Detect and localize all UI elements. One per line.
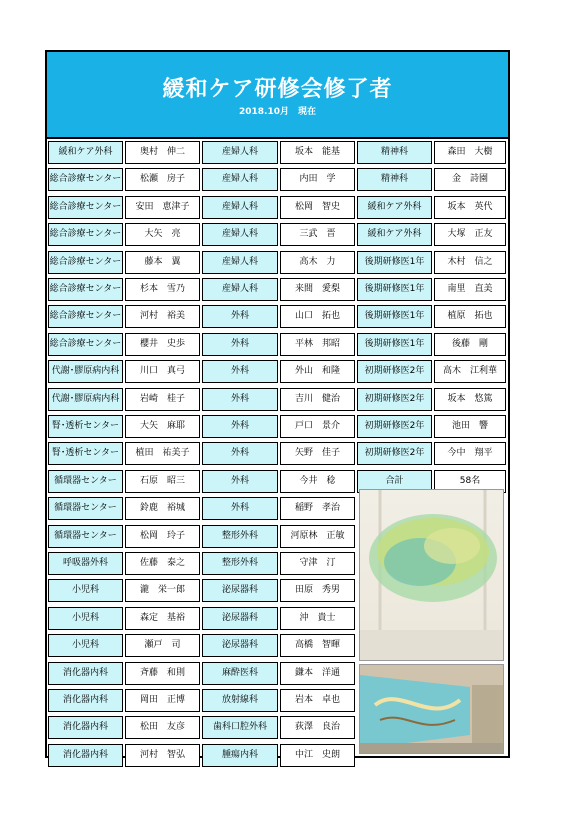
department-cell: 循環器センター: [48, 497, 123, 520]
department-cell: 泌尿器科: [202, 634, 278, 657]
name-cell: 中江 史朗: [280, 744, 355, 767]
department-cell: 泌尿器科: [202, 607, 278, 630]
department-cell: 代謝･膠原病内科: [48, 388, 123, 411]
department-cell: 呼吸器外科: [48, 552, 123, 575]
department-cell: 整形外科: [202, 525, 278, 548]
name-cell: 吉川 健治: [280, 388, 355, 411]
name-cell: 河村 裕美: [125, 305, 200, 328]
department-cell: 総合診療センター: [48, 333, 123, 356]
department-cell: 歯科口腔外科: [202, 716, 278, 739]
name-cell: 森田 大樹: [434, 141, 506, 164]
department-cell: 総合診療センター: [48, 305, 123, 328]
as-of-date: 2018.10月 現在: [239, 107, 316, 117]
name-cell: 岡田 正博: [125, 689, 200, 712]
department-cell: 初期研修医2年: [357, 360, 432, 383]
name-cell: 外山 和隆: [280, 360, 355, 383]
department-cell: 外科: [202, 442, 278, 465]
department-cell: 腎･透析センター: [48, 415, 123, 438]
department-cell: 後期研修医1年: [357, 278, 432, 301]
department-cell: 消化器内科: [48, 716, 123, 739]
department-cell: 総合診療センター: [48, 168, 123, 191]
name-cell: 岩本 卓也: [280, 689, 355, 712]
name-cell: 大矢 亮: [125, 223, 200, 246]
department-cell: 産婦人科: [202, 251, 278, 274]
name-cell: 瀬戸 司: [125, 634, 200, 657]
name-cell: 木村 信之: [434, 251, 506, 274]
name-cell: 岩崎 桂子: [125, 388, 200, 411]
name-cell: 来間 愛梨: [280, 278, 355, 301]
name-cell: 川口 真弓: [125, 360, 200, 383]
name-cell: 河村 智弘: [125, 744, 200, 767]
department-cell: 消化器内科: [48, 689, 123, 712]
department-cell: 精神科: [357, 168, 432, 191]
name-cell: 植原 拓也: [434, 305, 506, 328]
department-cell: 循環器センター: [48, 470, 123, 493]
mural-photo: [359, 664, 504, 754]
name-cell: 山口 拓也: [280, 305, 355, 328]
department-cell: 総合診療センター: [48, 223, 123, 246]
name-cell: 南里 直美: [434, 278, 506, 301]
name-cell: 矢野 佳子: [280, 442, 355, 465]
name-cell: 高木 力: [280, 251, 355, 274]
name-cell: 松岡 智史: [280, 196, 355, 219]
name-cell: 松岡 玲子: [125, 525, 200, 548]
name-cell: 高橋 智暉: [280, 634, 355, 657]
name-cell: 佐藤 泰之: [125, 552, 200, 575]
department-cell: 初期研修医2年: [357, 388, 432, 411]
name-cell: 森定 基裕: [125, 607, 200, 630]
name-cell: 大矢 麻耶: [125, 415, 200, 438]
department-cell: 後期研修医1年: [357, 333, 432, 356]
department-cell: 消化器内科: [48, 744, 123, 767]
name-cell: 今中 翔平: [434, 442, 506, 465]
name-cell: 田原 秀男: [280, 579, 355, 602]
name-cell: 金 詩園: [434, 168, 506, 191]
department-cell: 産婦人科: [202, 168, 278, 191]
department-cell: 緩和ケア外科: [357, 196, 432, 219]
name-cell: 荻澤 良治: [280, 716, 355, 739]
name-cell: 守津 汀: [280, 552, 355, 575]
department-cell: 緩和ケア外科: [357, 223, 432, 246]
name-cell: 斉藤 和則: [125, 662, 200, 685]
department-cell: 総合診療センター: [48, 278, 123, 301]
name-cell: 松瀬 房子: [125, 168, 200, 191]
name-cell: 後藤 剛: [434, 333, 506, 356]
name-cell: 鎌本 洋通: [280, 662, 355, 685]
name-cell: 河原林 正敏: [280, 525, 355, 548]
name-cell: 沖 貴士: [280, 607, 355, 630]
name-cell: 坂本 能基: [280, 141, 355, 164]
department-cell: 初期研修医2年: [357, 415, 432, 438]
sculpture-photo: [359, 489, 504, 661]
department-cell: 後期研修医1年: [357, 251, 432, 274]
name-cell: 石原 昭三: [125, 470, 200, 493]
department-cell: 総合診療センター: [48, 251, 123, 274]
department-cell: 小児科: [48, 634, 123, 657]
department-cell: 外科: [202, 305, 278, 328]
department-cell: 麻酔医科: [202, 662, 278, 685]
title-banner: [47, 52, 508, 139]
certificate-sheet: [45, 50, 510, 758]
name-cell: 坂本 悠篤: [434, 388, 506, 411]
department-cell: 腫瘍内科: [202, 744, 278, 767]
department-cell: 後期研修医1年: [357, 305, 432, 328]
department-cell: 外科: [202, 360, 278, 383]
department-cell: 合計: [357, 470, 432, 493]
name-cell: 櫻井 史歩: [125, 333, 200, 356]
name-cell: 杉本 雪乃: [125, 278, 200, 301]
department-cell: 代謝･膠原病内科: [48, 360, 123, 383]
name-cell: 平林 邦昭: [280, 333, 355, 356]
name-cell: 戸口 景介: [280, 415, 355, 438]
name-cell: 藤本 翼: [125, 251, 200, 274]
department-cell: 外科: [202, 497, 278, 520]
department-cell: 腎･透析センター: [48, 442, 123, 465]
department-cell: 初期研修医2年: [357, 442, 432, 465]
name-cell: 大塚 正友: [434, 223, 506, 246]
page-title: 緩和ケア研修会修了者: [162, 77, 393, 102]
department-cell: 外科: [202, 333, 278, 356]
name-cell: 安田 恵津子: [125, 196, 200, 219]
name-cell: 坂本 英代: [434, 196, 506, 219]
name-cell: 瀧 栄一郎: [125, 579, 200, 602]
name-cell: 稲野 孝治: [280, 497, 355, 520]
department-cell: 放射線科: [202, 689, 278, 712]
department-cell: 外科: [202, 415, 278, 438]
name-cell: 内田 学: [280, 168, 355, 191]
department-cell: 精神科: [357, 141, 432, 164]
department-cell: 外科: [202, 470, 278, 493]
department-cell: 産婦人科: [202, 223, 278, 246]
department-cell: 消化器内科: [48, 662, 123, 685]
department-cell: 泌尿器科: [202, 579, 278, 602]
name-cell: 高木 江利華: [434, 360, 506, 383]
department-cell: 産婦人科: [202, 278, 278, 301]
department-cell: 小児科: [48, 579, 123, 602]
name-cell: 三武 晋: [280, 223, 355, 246]
department-cell: 循環器センター: [48, 525, 123, 548]
department-cell: 産婦人科: [202, 196, 278, 219]
name-cell: 植田 祐美子: [125, 442, 200, 465]
name-cell: 松田 友彦: [125, 716, 200, 739]
department-cell: 整形外科: [202, 552, 278, 575]
department-cell: 外科: [202, 388, 278, 411]
name-cell: 池田 響: [434, 415, 506, 438]
department-cell: 総合診療センター: [48, 196, 123, 219]
name-cell: 奥村 伸二: [125, 141, 200, 164]
name-cell: 58名: [434, 470, 506, 493]
department-cell: 産婦人科: [202, 141, 278, 164]
department-cell: 緩和ケア外科: [48, 141, 123, 164]
name-cell: 今井 稔: [280, 470, 355, 493]
department-cell: 小児科: [48, 607, 123, 630]
name-cell: 鈴鹿 裕城: [125, 497, 200, 520]
